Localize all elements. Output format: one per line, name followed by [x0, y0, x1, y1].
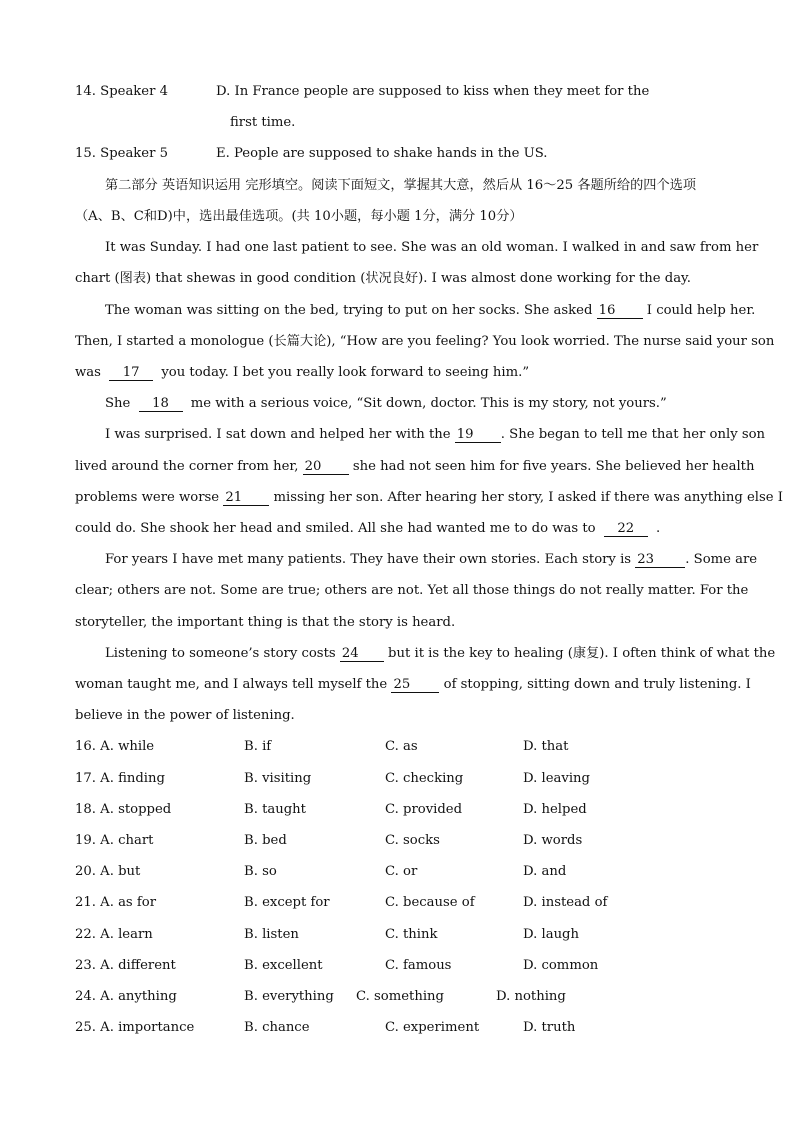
option-18-d: D. helped [523, 802, 587, 817]
option-17-b: B. visiting [244, 771, 312, 786]
passage-text: For years I have met many patients. They have their own stories. Each story is [105, 552, 632, 567]
option-20-b: B. so [244, 864, 277, 879]
option-21-a: 21. A. as for [75, 895, 157, 910]
blank-18: 18 [139, 396, 183, 412]
passage-line [105, 395, 720, 413]
passage-text: me with a serious voice, “Sit down, doctor. This is my story, not yours.” [190, 396, 667, 411]
option-24-d: D. nothing [496, 989, 566, 1004]
option-23-a: 23. A. different [75, 958, 176, 973]
option-24-a: 24. A. anything [75, 989, 177, 1004]
blank-22: 22 [604, 521, 648, 537]
option-18-b: B. taught [244, 802, 306, 817]
passage-text: She [105, 396, 131, 411]
passage-line: Then, I started a monologue (长篇大论), “How are you feeling? You look worried. The nurse said your son [75, 334, 775, 349]
blank-19: 19 [455, 427, 501, 443]
passage-line [75, 520, 720, 538]
option-17-a: 17. A. finding [75, 771, 165, 786]
option-19-c: C. socks [385, 833, 440, 848]
passage-line: storyteller, the important thing is that the story is heard. [75, 615, 456, 630]
option-18-c: C. provided [385, 802, 463, 817]
option-22-b: B. listen [244, 927, 299, 942]
passage-text: . Some are [685, 552, 758, 567]
blank-25: 25 [391, 677, 439, 693]
passage-text: could do. She shook her head and smiled. All she had wanted me to do was to [75, 521, 596, 536]
option-19-d: D. words [523, 833, 583, 848]
option-22-d: D. laugh [523, 927, 579, 942]
option-16-b: B. if [244, 739, 272, 754]
option-25-b: B. chance [244, 1020, 310, 1035]
passage-line [105, 302, 756, 320]
option-19-b: B. bed [244, 833, 287, 848]
passage-line [75, 676, 751, 694]
option-23-d: D. common [523, 958, 599, 973]
passage-text: you today. I bet you really look forward to seeing him.” [161, 365, 530, 380]
option-24-b: B. everything [244, 989, 334, 1004]
blank-16: 16 [597, 303, 643, 319]
option-18-a: 18. A. stopped [75, 802, 172, 817]
passage-text: The woman was sitting on the bed, trying to put on her socks. She asked [105, 303, 593, 318]
passage-text: . [656, 521, 661, 536]
passage-line [105, 645, 776, 663]
option-19-a: 19. A. chart [75, 833, 154, 848]
statement-text: E. People are supposed to shake hands in the US. [216, 146, 548, 161]
passage-line [105, 426, 766, 444]
passage-text: was [75, 365, 101, 380]
option-17-c: C. checking [385, 771, 464, 786]
blank-17: 17 [109, 365, 153, 381]
option-25-a: 25. A. importance [75, 1020, 195, 1035]
passage-text: I could help her. [646, 303, 756, 318]
speaker-label: 15. Speaker 5 [75, 146, 168, 161]
section-heading: 第二部分 英语知识运用 完形填空。阅读下面短文，掌握其大意，然后从 16～25 各题所给的四个选项 [105, 178, 697, 193]
option-16-d: D. that [523, 739, 569, 754]
statement-text: D. In France people are supposed to kiss when they meet for the [216, 84, 650, 99]
option-16-c: C. as [385, 739, 418, 754]
passage-line: It was Sunday. I had one last patient to see. She was an old woman. I walked in and saw from her [105, 240, 759, 255]
option-23-c: C. famous [385, 958, 452, 973]
option-23-b: B. excellent [244, 958, 323, 973]
passage-text: problems were worse [75, 490, 220, 505]
blank-20: 20 [303, 459, 349, 475]
option-20-a: 20. A. but [75, 864, 141, 879]
option-21-c: C. because of [385, 895, 475, 910]
statement-continuation: first time. [230, 115, 296, 130]
passage-line [105, 551, 758, 569]
passage-text: . She began to tell me that her only son [500, 427, 766, 442]
passage-text: of stopping, sitting down and truly listening. I [443, 677, 751, 692]
passage-line [75, 364, 720, 382]
passage-text: woman taught me, and I always tell myself the [75, 677, 388, 692]
passage-line [75, 458, 755, 476]
passage-line: believe in the power of listening. [75, 708, 295, 723]
section-heading-cont: （A、B、C和D)中，选出最佳选项。(共 10小题，每小题 1分，满分 10分） [75, 209, 523, 224]
passage-text: missing her son. After hearing her story, I asked if there was anything else I [273, 490, 783, 505]
matching-item-15 [75, 145, 720, 163]
passage-text: she had not seen him for five years. She believed her health [352, 459, 755, 474]
passage-text: I was surprised. I sat down and helped her with the [105, 427, 451, 442]
option-16-a: 16. A. while [75, 739, 155, 754]
option-22-c: C. think [385, 927, 438, 942]
matching-item-14 [75, 83, 720, 101]
blank-23: 23 [635, 552, 685, 568]
blank-24: 24 [340, 646, 384, 662]
option-20-c: C. or [385, 864, 418, 879]
passage-text: Listening to someone’s story costs [105, 646, 336, 661]
option-21-d: D. instead of [523, 895, 608, 910]
option-20-d: D. and [523, 864, 567, 879]
passage-line: chart (图表) that shewas in good condition (状况良好). I was almost done working for the day. [75, 271, 691, 286]
blank-21: 21 [223, 490, 269, 506]
option-22-a: 22. A. learn [75, 927, 153, 942]
passage-text: lived around the corner from her, [75, 459, 299, 474]
option-25-c: C. experiment [385, 1020, 480, 1035]
option-21-b: B. except for [244, 895, 330, 910]
option-25-d: D. truth [523, 1020, 576, 1035]
option-17-d: D. leaving [523, 771, 590, 786]
passage-line: clear; others are not. Some are true; others are not. Yet all those things do not really matter. For the [75, 583, 749, 598]
passage-line [75, 489, 783, 507]
option-24-c: C. something [356, 989, 444, 1004]
speaker-label: 14. Speaker 4 [75, 84, 168, 99]
passage-text: but it is the key to healing (康复). I often think of what the [388, 646, 776, 661]
